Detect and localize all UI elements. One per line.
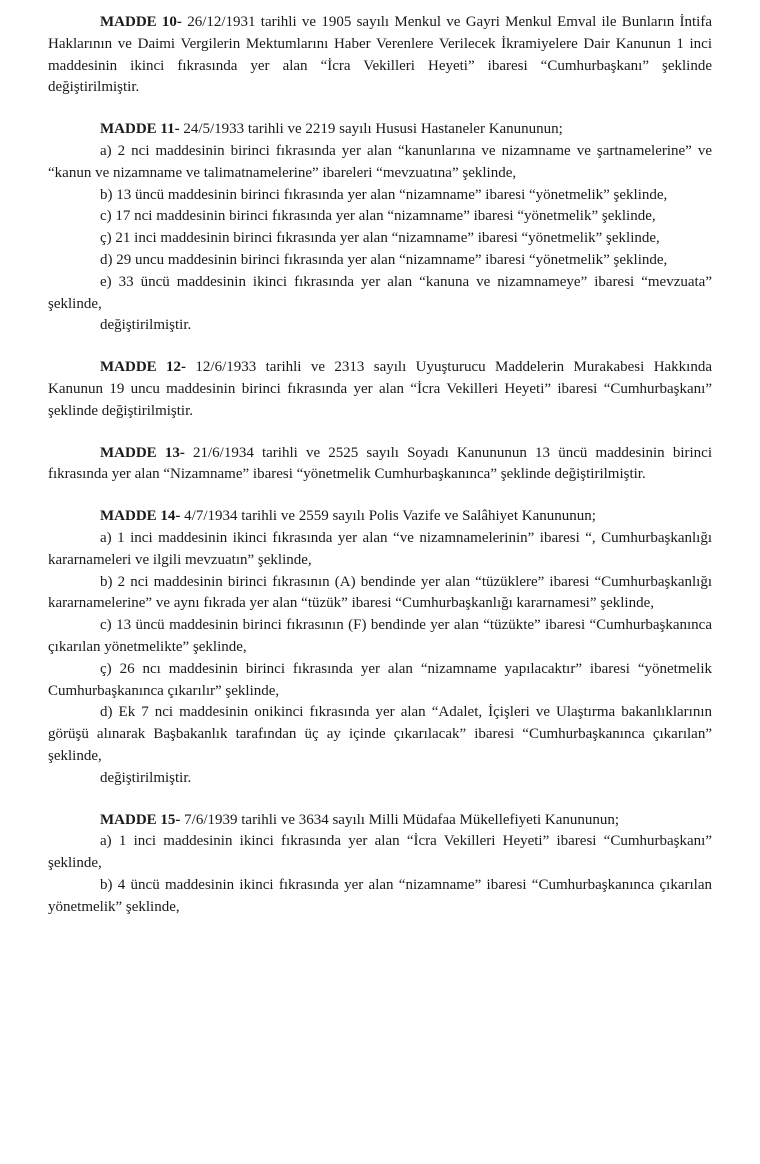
article-item: a) 1 inci maddesinin ikinci fıkrasında yer alan “ve nizamnamelerinin” ibaresi “, Cumhurbaşkanlığı kararnameleri ve ilgili mevzuatın” şeklinde, — [48, 529, 712, 568]
article-closing: değiştirilmiştir. — [100, 317, 192, 334]
article-item: b) 2 nci maddesinin birinci fıkrasının (A) bendinde yer alan “tüzüklere” ibaresi “Cumhurbaşkanlığı kararnamelerine” ve aynı fıkrada yer alan “tüzük” ibaresi “Cumhurbaşkanlığı kararnamesi” şeklinde, — [48, 573, 712, 612]
article-item: e) 33 üncü maddesinin ikinci fıkrasında yer alan “kanuna ve nizamnameye” ibaresi “mevzuata” şeklinde, — [48, 273, 712, 312]
article-paragraph — [48, 443, 712, 487]
article-14 — [48, 506, 712, 789]
article-heading: MADDE 10- — [100, 14, 182, 30]
article-paragraph — [48, 810, 712, 832]
article-text: 4/7/1934 tarihli ve 2559 sayılı Polis Vazife ve Salâhiyet Kanununun; — [180, 508, 596, 525]
article-10 — [48, 12, 712, 99]
article-item: ç) 21 inci maddesinin birinci fıkrasında yer alan “nizamname” ibaresi “yönetmelik” şeklinde, — [100, 230, 660, 247]
article-item: a) 1 inci maddesinin ikinci fıkrasında yer alan “İcra Vekilleri Heyeti” ibaresi “Cumhurbaşkanı” şeklinde, — [48, 833, 712, 872]
article-11 — [48, 119, 712, 337]
article-item: c) 17 nci maddesinin birinci fıkrasında yer alan “nizamname” ibaresi “yönetmelik” şeklinde, — [100, 208, 656, 225]
article-paragraph — [48, 506, 712, 528]
article-heading: MADDE 12- — [100, 359, 187, 376]
article-text: 26/12/1931 tarihli ve 1905 sayılı Menkul ve Gayri Menkul Emval ile Bunların İntifa Haklarının ve Daimi Vergilerin Mektumlarını Haber Verenlere Verilecek İkramiyelere Dair Kanunun 1 inci maddesinin ikinci fıkrasında yer alan “İcra Vekilleri Heyeti” ibaresi “Cumhurbaşkanı” şeklinde değiştirilmiştir. — [48, 14, 713, 96]
article-paragraph — [48, 119, 712, 141]
article-item: d) Ek 7 nci maddesinin onikinci fıkrasında yer alan “Adalet, İçişleri ve Ulaştırma bakanlıklarının görüşü alınarak Başbakanlık tarafından üç ay içinde çıkarılacak” ibaresi “Cumhurbaşkanınca çıkarılan” şeklinde, — [48, 704, 712, 764]
article-item: d) 29 uncu maddesinin birinci fıkrasında yer alan “nizamname” ibaresi “yönetmelik” şeklinde, — [100, 251, 668, 268]
article-item: c) 13 üncü maddesinin birinci fıkrasının (F) bendinde yer alan “tüzükte” ibaresi “Cumhurbaşkanınca çıkarılan yönetmelikte” şeklinde, — [48, 617, 712, 655]
article-closing: değiştirilmiştir. — [100, 769, 192, 786]
article-text: 12/6/1933 tarihli ve 2313 sayılı Uyuşturucu Maddelerin Murakabesi Hakkında Kanunun 19 uncu maddesinin birinci fıkrasında yer alan “İcra Vekilleri Heyeti” ibaresi “Cumhurbaşkanı” şeklinde değiştirilmiştir. — [48, 359, 713, 419]
article-heading: MADDE 15- — [100, 811, 181, 828]
article-text: 24/5/1933 tarihli ve 2219 sayılı Hususi Hastaneler Kanununun; — [179, 121, 563, 138]
article-paragraph — [48, 12, 712, 99]
article-item: b) 13 üncü maddesinin birinci fıkrasında yer alan “nizamname” ibaresi “yönetmelik” şeklinde, — [100, 186, 668, 203]
article-text: 21/6/1934 tarihli ve 2525 sayılı Soyadı Kanununun 13 üncü maddesinin birinci fıkrasında yer alan “Nizamname” ibaresi “yönetmelik Cumhurbaşkanınca” şeklinde değiştirilmiştir. — [48, 444, 713, 483]
article-heading: MADDE 11- — [100, 121, 180, 138]
article-heading: MADDE 14- — [100, 508, 181, 525]
article-13 — [48, 443, 712, 487]
article-heading: MADDE 13- — [100, 444, 185, 461]
article-15 — [48, 810, 712, 919]
article-text: 7/6/1939 tarihli ve 3634 sayılı Milli Müdafaa Mükellefiyeti Kanununun; — [180, 811, 620, 828]
article-item: ç) 26 ncı maddesinin birinci fıkrasında yer alan “nizamname yapılacaktır” ibaresi “yönetmelik Cumhurbaşkanınca çıkarılır” şeklinde, — [48, 660, 712, 699]
document-page — [48, 12, 712, 938]
article-item: a) 2 nci maddesinin birinci fıkrasında yer alan “kanunlarına ve nizamname ve şartnamelerine” ve “kanun ve nizamname ve talimatnamelerine” ibareleri “mevzuatına” şeklinde, — [48, 142, 712, 181]
article-item: b) 4 üncü maddesinin ikinci fıkrasında yer alan “nizamname” ibaresi “Cumhurbaşkanınca çıkarılan yönetmelik” şeklinde, — [48, 876, 712, 915]
article-12 — [48, 357, 712, 422]
article-paragraph — [48, 357, 712, 422]
